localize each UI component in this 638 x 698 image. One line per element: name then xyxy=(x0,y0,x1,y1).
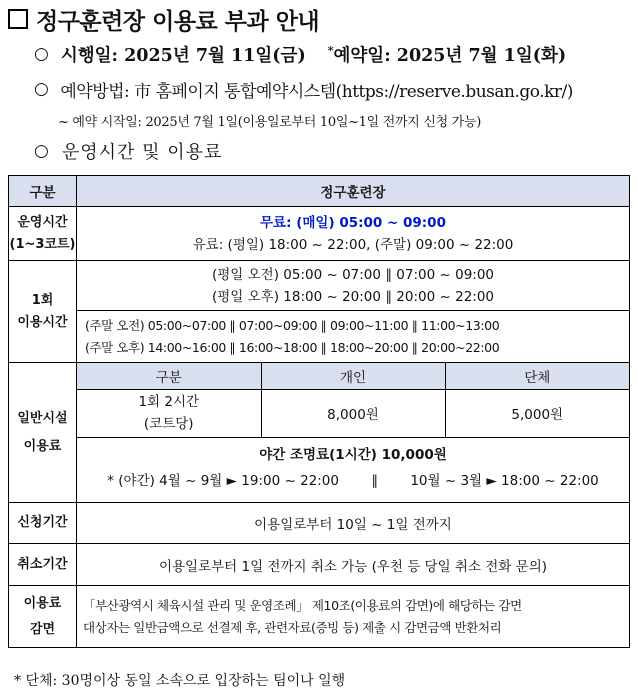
night-fee: 야간 조명료(1시간) 10,000원 xyxy=(259,446,447,463)
fee-row-label-1: 1회 2시간 xyxy=(138,394,200,410)
discount-line-1: 「부산광역시 체육시설 관리 및 운영조례」 제10조(이용료의 감면)에 해당하는 감면 xyxy=(83,597,522,613)
effective-date: 2025년 7월 11일(금) xyxy=(124,45,306,66)
reservation-date: 2025년 7월 1일(화) xyxy=(396,45,567,66)
header-right: 정구훈련장 xyxy=(77,176,630,207)
checkbox-square-icon xyxy=(8,9,28,29)
night-season xyxy=(77,470,629,492)
free-hours: 무료: (매일) 05:00 ~ 09:00 xyxy=(260,214,446,231)
weekend-cell xyxy=(77,311,630,363)
header-left: 구분 xyxy=(9,176,77,207)
method-line xyxy=(34,75,573,103)
night-separator: ∥ xyxy=(371,472,379,489)
fee-header-type: 구분 xyxy=(77,363,261,389)
hours-label-2: (1~3코트) xyxy=(9,236,76,252)
footnote: * 단체: 30명이상 동일 소속으로 입장하는 팀이나 일행 xyxy=(14,673,346,689)
discount-label xyxy=(9,586,77,648)
fee-header-group: 단체 xyxy=(445,363,629,389)
reservation-label: 예약일: xyxy=(333,45,391,66)
discount-line-2: 대상자는 일반금액으로 선결제 후, 관련자료(증빙 등) 제출 시 감면금액 반환처리 xyxy=(83,619,502,635)
fee-group: 5,000원 xyxy=(445,389,629,437)
fee-header-individual: 개인 xyxy=(261,363,445,389)
weekday-cell xyxy=(77,261,630,311)
hours-cell xyxy=(77,207,630,261)
discount-label-1: 이용료 xyxy=(23,595,62,611)
fee-row-label-2: (코트당) xyxy=(143,416,194,432)
discount-cell xyxy=(77,586,630,648)
method-value: 市 홈페이지 통합예약시스템(https://reserve.busan.go.kr/) xyxy=(134,81,573,102)
fee-cell xyxy=(77,363,630,503)
cancel-label: 취소기간 xyxy=(9,544,77,586)
circle-bullet-icon: ○ xyxy=(34,141,50,161)
fee-subtable xyxy=(77,363,629,438)
weekday-pm: (평일 오후) 18:00 ~ 20:00 ∥ 20:00 ~ 22:00 xyxy=(211,288,495,305)
paid-hours: 유료: (평일) 18:00 ~ 22:00, (주말) 09:00 ~ 22:00 xyxy=(192,236,514,253)
circle-bullet-icon: ○ xyxy=(34,79,49,99)
hours-label-1: 운영시간 xyxy=(17,214,68,230)
page-title-text: 정구훈련장 이용료 부과 안내 xyxy=(36,8,320,35)
fee-label-2: 이용료 xyxy=(23,438,62,454)
session-label-1: 1회 xyxy=(31,292,54,308)
night-season-b: 10월 ~ 3월 ► 18:00 ~ 22:00 xyxy=(410,472,599,489)
fee-label-1: 일반시설 xyxy=(17,410,68,426)
weekday-am: (평일 오전) 05:00 ~ 07:00 ∥ 07:00 ~ 09:00 xyxy=(211,266,495,283)
fee-table xyxy=(8,175,630,648)
reservation-mark: * xyxy=(327,43,334,57)
fee-individual: 8,000원 xyxy=(261,389,445,437)
apply-value: 이용일로부터 10일 ~ 1일 전까지 xyxy=(77,503,630,544)
fee-row-label xyxy=(77,389,261,437)
page-title xyxy=(8,4,319,34)
weekend-pm: (주말 오후) 14:00~16:00 ∥ 16:00~18:00 ∥ 18:00~20:00 ∥ 20:00~22:00 xyxy=(85,339,500,355)
night-season-a: * (야간) 4월 ~ 9월 ► 19:00 ~ 22:00 xyxy=(107,472,339,489)
session-label xyxy=(9,261,77,363)
method-label: 예약방법: xyxy=(60,81,130,102)
fee-label xyxy=(9,363,77,503)
cancel-value: 이용일로부터 1일 전까지 취소 가능 (우천 등 당일 취소 전화 문의) xyxy=(77,544,630,586)
effective-label: 시행일: xyxy=(60,45,119,66)
section-heading: 운영시간 및 이용료 xyxy=(61,142,223,163)
weekend-am: (주말 오전) 05:00~07:00 ∥ 07:00~09:00 ∥ 09:00~11:00 ∥ 11:00~13:00 xyxy=(85,317,500,333)
session-label-2: 이용시간 xyxy=(17,314,68,330)
apply-label: 신청기간 xyxy=(9,503,77,544)
hours-label xyxy=(9,207,77,261)
circle-bullet-icon: ○ xyxy=(34,44,49,64)
discount-label-2: 감면 xyxy=(29,621,56,637)
section-heading-line xyxy=(34,137,222,165)
start-note: ~ 예약 시작일: 2025년 7월 1일(이용일로부터 10일~1일 전까지 신청 가능) xyxy=(58,114,481,130)
dates-line xyxy=(34,40,566,68)
